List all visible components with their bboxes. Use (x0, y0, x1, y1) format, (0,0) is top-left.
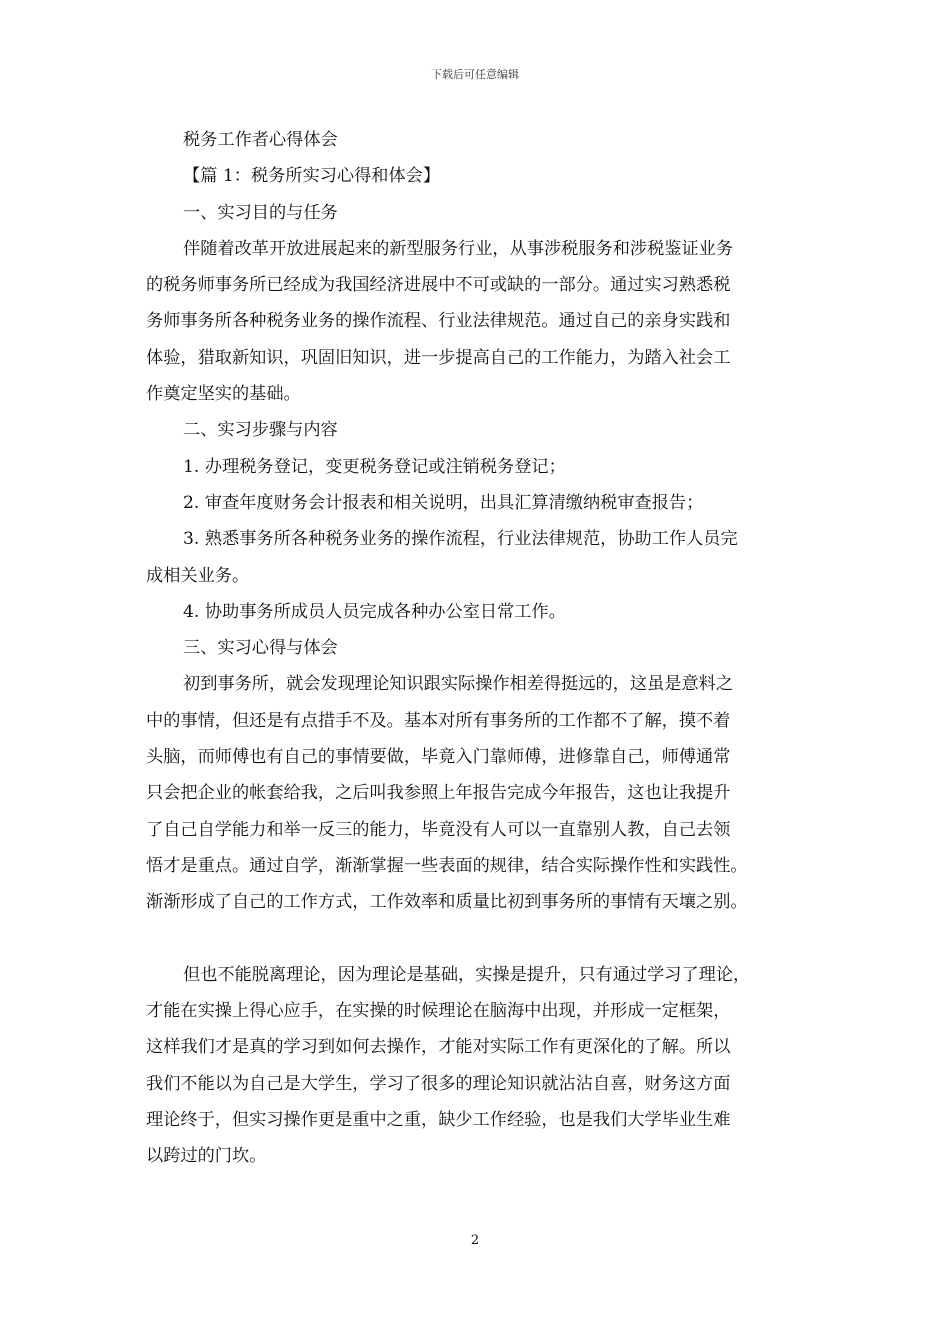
text-line: 只会把企业的帐套给我，之后叫我参照上年报告完成今年报告，这也让我提升 (146, 783, 731, 804)
paragraph-spacer (146, 921, 822, 957)
text-line: 【篇 1：税务所实习心得和体会】 (183, 166, 441, 187)
text-line: 中的事情，但还是有点措手不及。基本对所有事务所的工作都不了解，摸不着 (146, 710, 731, 731)
text-line: 作奠定坚实的基础。 (146, 384, 301, 405)
page-header: 下载后可任意编辑 (431, 68, 519, 81)
text-line: 初到事务所，就会发现理论知识跟实际操作相差得挺远的，这虽是意料之 (183, 674, 734, 695)
text-line: 的税务师事务所已经成为我国经济进展中不可或缺的一部分。通过实习熟悉税 (146, 275, 731, 296)
document-body (146, 122, 822, 1175)
text-line: 伴随着改革开放进展起来的新型服务行业，从事涉税服务和涉税鉴证业务 (183, 238, 734, 259)
text-line: 了自己自学能力和举一反三的能力，毕竟没有人可以一直靠别人教，自己去领 (146, 819, 731, 840)
text-line: 但也不能脱离理论，因为理论是基础，实操是提升，只有通过学习了理论， (183, 964, 751, 985)
text-line: 这样我们才是真的学习到如何去操作，才能对实际工作有更深化的了解。所以 (146, 1037, 731, 1058)
text-line: 头脑，而师傅也有自己的事情要做，毕竟入门靠师傅，进修靠自己，师傅通常 (146, 747, 731, 768)
text-line: 3. 熟悉事务所各种税务业务的操作流程，行业法律规范，协助工作人员完 (183, 529, 738, 550)
text-line: 以跨过的门坎。 (146, 1146, 267, 1167)
text-line: 才能在实操上得心应手，在实操的时候理论在脑海中出现，并形成一定框架， (146, 1001, 731, 1022)
text-line: 务师事务所各种税务业务的操作流程、行业法律规范。通过自己的亲身实践和 (146, 311, 731, 332)
text-line: 1. 办理税务登记，变更税务登记或注销税务登记； (183, 456, 566, 477)
page-number: 2 (470, 1233, 480, 1248)
text-line: 体验，猎取新知识，巩固旧知识，进一步提高自己的工作能力，为踏入社会工 (146, 347, 731, 368)
text-line: 悟才是重点。通过自学，渐渐掌握一些表面的规律，结合实际操作性和实践性。 (146, 855, 748, 876)
text-line: 税务工作者心得体会 (183, 130, 338, 150)
text-line: 三、实习心得与体会 (183, 638, 338, 659)
text-line: 二、实习步骤与内容 (183, 420, 338, 441)
text-line: 我们不能以为自己是大学生，学习了很多的理论知识就沾沾自喜，财务这方面 (146, 1073, 731, 1094)
text-line: 理论终于，但实习操作更是重中之重，缺少工作经验，也是我们大学毕业生难 (146, 1110, 731, 1131)
text-line: 成相关业务。 (146, 565, 250, 586)
text-line: 2. 审查年度财务会计报表和相关说明，出具汇算清缴纳税审查报告； (183, 492, 704, 513)
text-line: 一、实习目的与任务 (183, 202, 338, 223)
text-line: 4. 协助事务所成员人员完成各种办公室日常工作。 (183, 601, 566, 622)
text-line: 渐渐形成了自己的工作方式，工作效率和质量比初到事务所的事情有天壤之别。 (146, 892, 748, 913)
